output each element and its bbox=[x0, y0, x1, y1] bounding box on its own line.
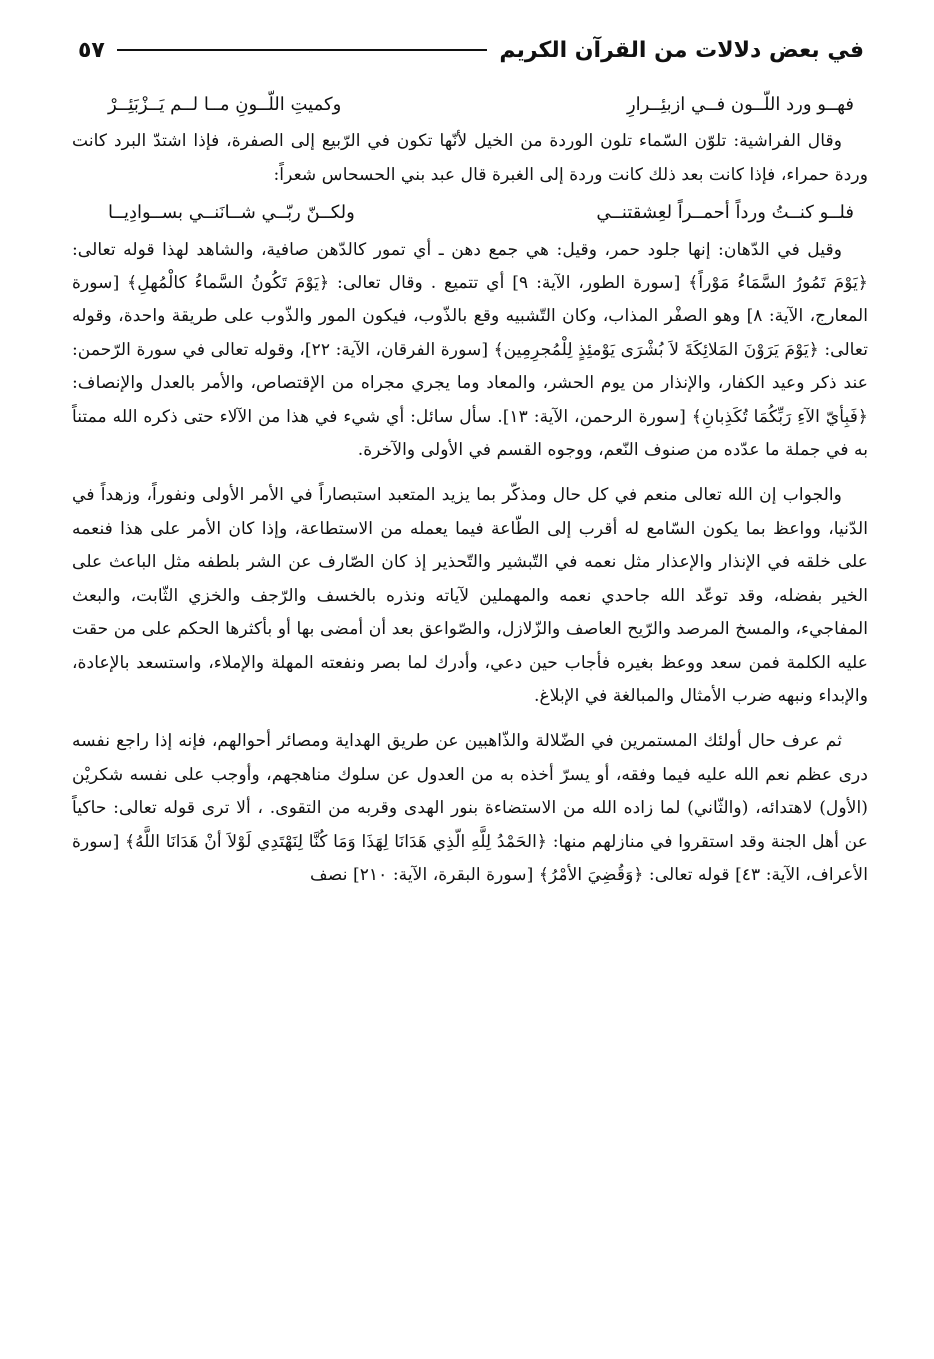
page-body bbox=[72, 88, 868, 892]
verse-2-first-hemistich: فلــو كنــتُ ورداً أحمــراً لعِشقتنــي bbox=[596, 202, 854, 224]
verse-1-second-hemistich: وكميتِ اللّــونِ مــا لــم يَــزْبَئِــرْ bbox=[108, 94, 342, 115]
paragraph-2: وقيل في الدّهان: إنها جلود حمر، وقيل: هي جمع دهن ـ أي تمور كالدّهن صافية، والشاهد لهذا قوله تعالى: ﴿يَوْمَ تَمُورُ السَّمَاءُ مَوْراً﴾ [سورة الطور، الآية: ٩] أي تتميع . وقال تعالى: ﴿يَوْمَ تَكُونُ السَّماءُ كالْمُهلِ﴾ [سورة المعارج، الآية: ٨] وهو الصفْر المذاب، وكان التّشبيه وقع بالذّوب، فيكون المور والذّوب على طريقة واحدة، وقوله تعالى: ﴿يَوْمَ يَرَوْنَ المَلائِكَةَ لاَ بُشْرَى يَوْمئِذٍ لِلْمُجرِمِين﴾ [سورة الفرقان، الآية: ٢٢]، وقوله تعالى في سورة الرّحمن: عند ذكر وعيد الكفار، والإنذار من يوم الحشر، والمعاد وما يجري مجراه من الإقتصاص، والأمر بالعدل والإنصاف: ﴿فَبِأيّ الآءِ رَبِّكُمَا تُكَذِبانِ﴾ [سورة الرحمن، الآية: ١٣]. سأل سائل: أي شيء في هذا من الآلاء حتى ذكره الله ممتناً به في جملة ما عدّده من صنوف النّعم، ووجوه القسم في الأولى والآخرة. bbox=[72, 239, 868, 461]
header-title: في بعض دلالات من القرآن الكريم bbox=[499, 37, 864, 63]
header-rule bbox=[117, 49, 487, 51]
paragraph-4: ثم عرف حال أولئك المستمرين في الضّلالة والذّاهبين عن طريق الهداية ومصائر أحوالهم، فإنه إذا راجع نفسه درى عظم نعم الله عليه فيما وفقه، أو يسرّ أخذه به من العدول عن سلوك مناهجهم، وأوجب على نفسه شكريْن (الأول) لاهتدائه، (والثّاني) لما زاده الله من الاستضاءة بنور الهدى وقربه من التقوى. ، ألا ترى قوله تعالى: حاكياً عن أهل الجنة وقد استقروا في منازلهم منها: ﴿الحَمْدُ لِلَّهِ الّذِي هَدَانَا لِهَذَا وَمَا كُنَّا لِنَهْتَدِي لَوْلاَ أنْ هَدَانَا اللَّهُ﴾ [سورة الأعراف، الآية: ٤٣] قوله تعالى: ﴿وَقُضِيَ الأمْرُ﴾ [سورة البقرة، الآية: ٢١٠] نصف bbox=[72, 731, 868, 885]
paragraph-3: والجواب إن الله تعالى منعم في كل حال ومذكّر بما يزيد المتعبد استبصاراً في الأمر الأولى ونفوراً، وزهداً في الدّنيا، وواعظ بما يكون السّامع له أقرب إلى الطّاعة فيما يعمله من الاستطاعة، وإذا كان الأمر على هذا فنعمه على خلقه في الإنذار والإعذار مثل نعمه في التّبشير والتّحذير إذ كان الصّارف عن الشر بلطفه مثل الباعث على الخير بفضله، وقد توعّد الله جاحدي نعمه والمهملين لآياته ونذره بالخسف والرّجف والخزي الثّابت، والبعث المفاجيء، والمسخ المرصد والرّيح العاصف والزّلازل، والصّواعق بعد أن أمضى بها أو بأكثرها الحكم على من حقت عليه الكلمة فمن سعد ووعظ بغيره فأجاب حين دعي، وأدرك لما بصر ونفعته المهلة والإملاء، واستسعد بالإعادة، والإبداء ونبهه ضرب الأمثال والمبالغة في الإبلاغ. bbox=[72, 485, 868, 706]
verse-2-second-hemistich: ولكــنّ ربّــي شــانَنــي بســوادِيــا bbox=[108, 202, 355, 224]
poetry-verse-1 bbox=[72, 88, 868, 121]
verse-1-first-hemistich: فهــو ورد اللّــون فــي ازبئِــرارِ bbox=[626, 94, 854, 115]
poetry-verse-2 bbox=[72, 196, 868, 229]
page-number: ٥٧ bbox=[78, 37, 105, 63]
running-header bbox=[78, 28, 864, 72]
paragraph-1: وقال الفراشية: تلوّن السّماء تلون الوردة من الخيل لأنّها تكون في الرّبيع إلى الصفرة، فإذا اشتدّ البرد كانت وردة حمراء، فإذا كانت بعد ذلك كانت وردة إلى الغبرة قال عبد بني الحسحاس شعراً: bbox=[72, 131, 868, 185]
